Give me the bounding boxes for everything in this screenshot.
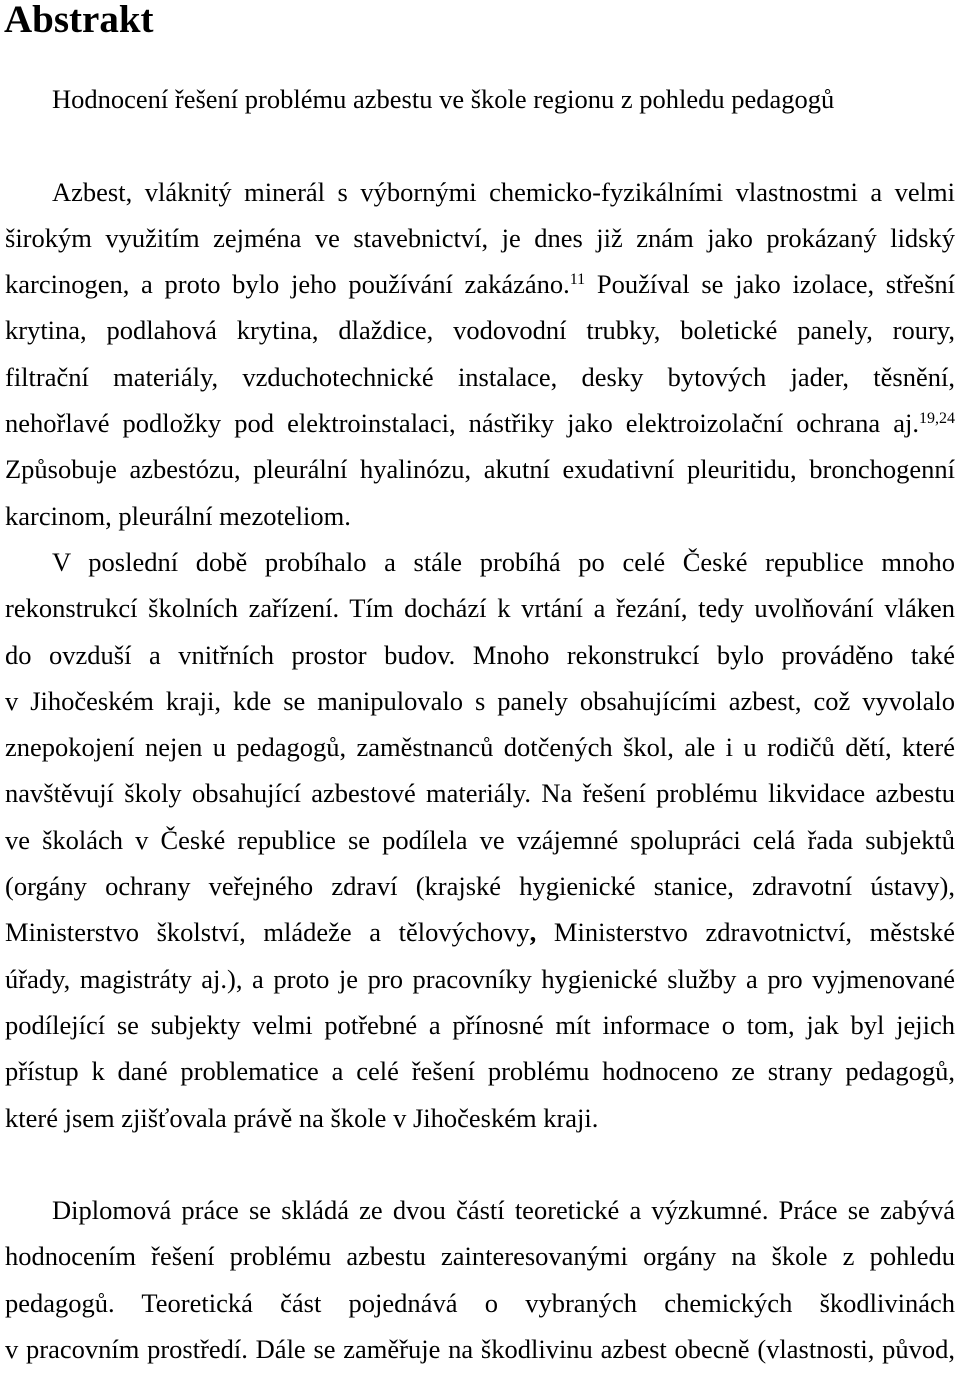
text-line: Azbest, vláknitý minerál s výbornými chemicko-fyzikálními vlastnostmi a velmi (52, 176, 955, 207)
text-line: znepokojení nejen u pedagogů, zaměstnanců dotčených škol, ale i u rodičů dětí, které (5, 732, 955, 763)
text-fragment: Ministerstvo zdravotnictví, městské (536, 917, 955, 948)
text-line (5, 909, 955, 955)
text-line (5, 261, 955, 307)
text-line: V poslední době probíhalo a stále probíhá po celé České republice mnoho (52, 546, 955, 577)
abstract-body (5, 76, 955, 1372)
text-line: úřady, magistráty aj.), a proto je pro pracovníky hygienické služby a pro vyjmenované (5, 963, 955, 994)
paragraph-3 (5, 1187, 955, 1372)
text-line: v pracovním prostředí. Dále se zaměřuje na škodlivinu azbest obecně (vlastnosti, původ, (5, 1334, 955, 1365)
text-line: Diplomová práce se skládá ze dvou částí teoretické a výzkumné. Práce se zabývá (52, 1195, 955, 1226)
text-line: ve školách v České republice se podílela ve vzájemné spolupráci celá řada subjektů (5, 824, 955, 855)
text-line: navštěvují školy obsahující azbestové materiály. Na řešení problému likvidace azbestu (5, 778, 955, 809)
text-line: filtrační materiály, vzduchotechnické instalace, desky bytových jader, těsnění, (5, 361, 955, 392)
text-line: karcinom, pleurální mezoteliom. (5, 500, 351, 531)
thesis-title: Hodnocení řešení problému azbestu ve škole regionu z pohledu pedagogů (52, 84, 835, 114)
footnote-reference: 19,24 (919, 410, 955, 428)
text-line: hodnocením řešení problému azbestu zainteresovanými orgány na škole z pohledu (5, 1241, 955, 1272)
text-line (5, 400, 955, 446)
text-line: Způsobuje azbestózu, pleurální hyalinózu, akutní exudativní pleuritidu, bronchogenní (5, 454, 955, 485)
text-line: rekonstrukcí školních zařízení. Tím dochází k vrtání a řezání, tedy uvolňování vláken (5, 593, 955, 624)
text-line: širokým využitím zejména ve stavebnictví, je dnes již znám jako prokázaný lidský (5, 222, 955, 253)
footnote-reference: 11 (569, 271, 586, 289)
text-line: v Jihočeském kraji, kde se manipulovalo s panely obsahujícími azbest, což vyvolalo (5, 685, 955, 716)
text-fragment: karcinogen, a proto bylo jeho používání zakázáno. (5, 269, 570, 300)
text-line: (orgány ochrany veřejného zdraví (krajské hygienické stanice, zdravotní ústavy), (5, 871, 955, 902)
text-line: které jsem zjišťovala právě na škole v Jihočeském kraji. (5, 1102, 599, 1133)
paragraph-2 (5, 539, 955, 1141)
text-line: podílející se subjekty velmi potřebné a přínosné mít informace o tom, jak byl jejich (5, 1009, 955, 1040)
text-line: do ovzduší a vnitřních prostor budov. Mnoho rekonstrukcí bylo prováděno také (5, 639, 955, 670)
text-line: pedagogů. Teoretická část pojednává o vybraných chemických škodlivinách (5, 1287, 955, 1318)
text-fragment: Ministerstvo školství, mládeže a tělovýchovy (5, 917, 530, 948)
abstract-heading: Abstrakt (4, 0, 154, 41)
paragraph-1 (5, 169, 955, 539)
text-fragment: Používal se jako izolace, střešní (585, 269, 955, 300)
text-line: přístup k dané problematice a celé řešení problému hodnoceno ze strany pedagogů, (5, 1056, 955, 1087)
text-line: krytina, podlahová krytina, dlaždice, vodovodní trubky, boletické panely, roury, (5, 315, 955, 346)
text-fragment: nehořlavé podložky pod elektroinstalaci, nástřiky jako elektroizolační ochrana aj. (5, 408, 919, 439)
bold-comma: , (529, 917, 537, 948)
